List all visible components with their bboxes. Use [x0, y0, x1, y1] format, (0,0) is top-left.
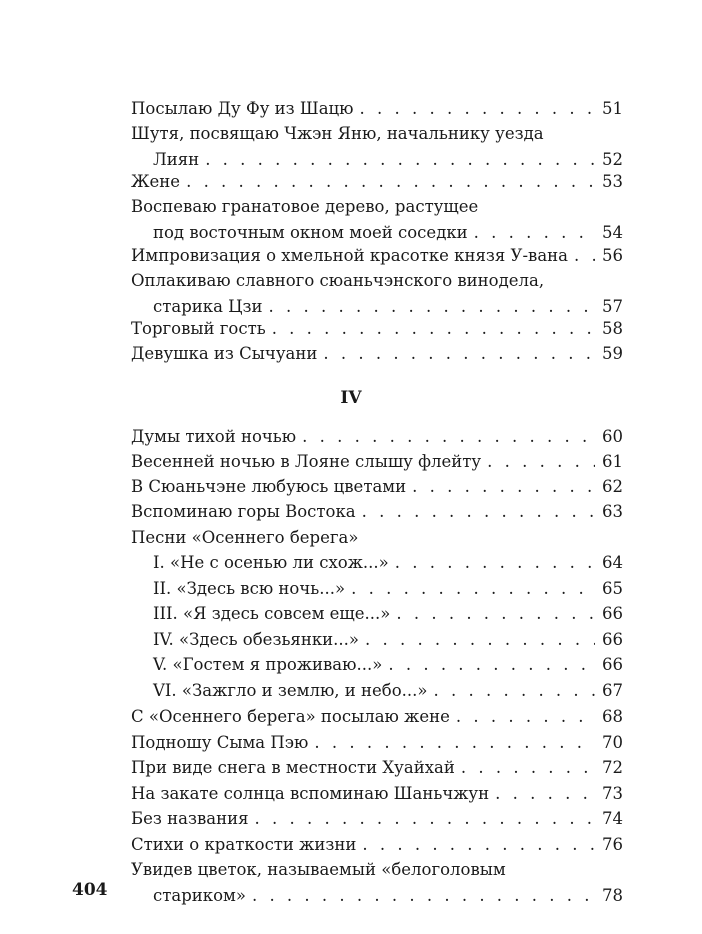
toc-entry-page: 62 [602, 477, 623, 496]
toc-entry-title: С «Осеннего берега» посылаю жене [131, 707, 450, 726]
toc-entry-page: 63 [602, 502, 623, 521]
leader-dots [487, 449, 595, 475]
toc-entry-page: 51 [602, 99, 623, 118]
toc-entry-title-continued: под восточным окном моей соседки [153, 223, 468, 242]
toc-entry-title: Без названия [131, 809, 249, 828]
toc-entry-title: В Сюаньчэне любуюсь цветами [131, 477, 407, 496]
toc-subentry-title: I. «Не с осенью ли схож...» [153, 553, 389, 572]
toc-entry-page: 57 [602, 297, 623, 316]
toc-entry-page: 65 [602, 579, 623, 598]
leader-dots [396, 601, 595, 627]
toc-subentry-title: II. «Здесь всю ночь...» [153, 579, 346, 598]
leader-dots [434, 678, 596, 704]
toc-entry [131, 806, 623, 832]
toc-subentry-title: III. «Я здесь совсем еще...» [153, 604, 391, 623]
toc-entry-title: Посылаю Ду Фу из Шацю [131, 99, 354, 118]
toc-entry-page: 54 [602, 223, 623, 242]
toc-entry-page: 73 [602, 784, 623, 803]
toc-entry-title: Увидев цветок, называемый «белоголовым [131, 860, 506, 879]
toc-subentry [131, 627, 623, 653]
leader-dots [252, 883, 595, 909]
toc-entry-page: 61 [602, 452, 623, 471]
leader-dots [574, 243, 595, 269]
leader-dots [302, 424, 595, 450]
toc-entry-page: 64 [602, 553, 623, 572]
toc-entry [131, 474, 623, 500]
toc-subentry [131, 601, 623, 627]
toc-subentry-title: IV. «Здесь обезьянки...» [153, 630, 359, 649]
leader-dots [360, 96, 595, 122]
toc-subentry-title: V. «Гостем я проживаю...» [153, 655, 383, 674]
toc-entry-title: Импровизация о хмельной красотке князя У-вана [131, 246, 568, 265]
toc-entry [131, 424, 623, 450]
toc-entry-title: Думы тихой ночью [131, 427, 297, 446]
leader-dots [362, 832, 595, 858]
toc-entry-group-heading [131, 525, 623, 551]
toc-entry-title: Весенней ночью в Лояне слышу флейту [131, 452, 482, 471]
toc-entry-title-continued: старика Цзи [153, 297, 263, 316]
toc-entry [131, 781, 623, 807]
leader-dots [362, 499, 595, 525]
toc-entry-title: Песни «Осеннего берега» [131, 528, 359, 547]
toc-entry-page: 76 [602, 835, 623, 854]
toc-entry-page: 59 [602, 344, 623, 363]
toc-entry-title-continued: Лиян [153, 150, 200, 169]
toc-entry-page: 68 [602, 707, 623, 726]
toc-entry-title: Жене [131, 172, 181, 191]
toc-entry-page: 72 [602, 758, 623, 777]
leader-dots [186, 169, 595, 195]
toc-entry-page: 56 [602, 246, 623, 265]
toc-entry-page: 52 [602, 150, 623, 169]
toc-entry-page: 67 [602, 681, 623, 700]
toc-entry-title: Оплакиваю славного сюаньчэнского винодела, [131, 271, 545, 290]
toc-entry-page: 78 [602, 886, 623, 905]
toc-entry [131, 268, 623, 320]
toc-entry-page: 58 [602, 319, 623, 338]
toc-subentry [131, 550, 623, 576]
toc-entry-title: Девушка из Сычуани [131, 344, 318, 363]
leader-dots [365, 627, 595, 653]
toc-entry-page: 66 [602, 604, 623, 623]
toc-entry-title: При виде снега в местности Хуайхай [131, 758, 455, 777]
toc-subentry [131, 576, 623, 602]
toc-entry [131, 194, 623, 246]
toc-entry [131, 96, 623, 122]
toc-entry [131, 449, 623, 475]
leader-dots [314, 730, 595, 756]
leader-dots [456, 704, 595, 730]
toc-entry [131, 243, 623, 269]
toc-entry-title-continued: стариком» [153, 886, 246, 905]
toc-entry [131, 832, 623, 858]
toc-entry-title: Воспеваю гранатовое дерево, растущее [131, 197, 479, 216]
leader-dots [388, 652, 595, 678]
leader-dots [395, 550, 595, 576]
toc-entry [131, 857, 623, 909]
toc-entry-page: 60 [602, 427, 623, 446]
toc-entry-title: Шутя, посвящаю Чжэн Яню, начальнику уезда [131, 124, 544, 143]
toc-entry-page: 53 [602, 172, 623, 191]
toc-entry-page: 66 [602, 630, 623, 649]
toc-entry-page: 66 [602, 655, 623, 674]
toc-entry-title: На закате солнца вспоминаю Шаньчжун [131, 784, 490, 803]
toc-entry [131, 499, 623, 525]
leader-dots [495, 781, 595, 807]
leader-dots [272, 316, 595, 342]
leader-dots [461, 755, 595, 781]
leader-dots [323, 341, 595, 367]
toc-entry-title: Вспоминаю горы Востока [131, 502, 356, 521]
toc-entry [131, 341, 623, 367]
toc-entry [131, 704, 623, 730]
toc-entry-title: Торговый гость [131, 319, 266, 338]
toc-entry-page: 70 [602, 733, 623, 752]
toc-subentry-title: VI. «Зажгло и землю, и небо...» [153, 681, 428, 700]
toc-entry [131, 121, 623, 173]
toc-subentry [131, 678, 623, 704]
toc-entry-title: Подношу Сыма Пэю [131, 733, 309, 752]
toc-entry [131, 730, 623, 756]
section-heading: IV [340, 388, 362, 408]
toc-entry [131, 755, 623, 781]
leader-dots [351, 576, 595, 602]
page-number: 404 [72, 880, 108, 900]
toc-subentry [131, 652, 623, 678]
leader-dots [255, 806, 596, 832]
toc-entry-page: 74 [602, 809, 623, 828]
toc-entry-title: Стихи о краткости жизни [131, 835, 357, 854]
leader-dots [412, 474, 595, 500]
toc-entry [131, 169, 623, 195]
toc-entry [131, 316, 623, 342]
